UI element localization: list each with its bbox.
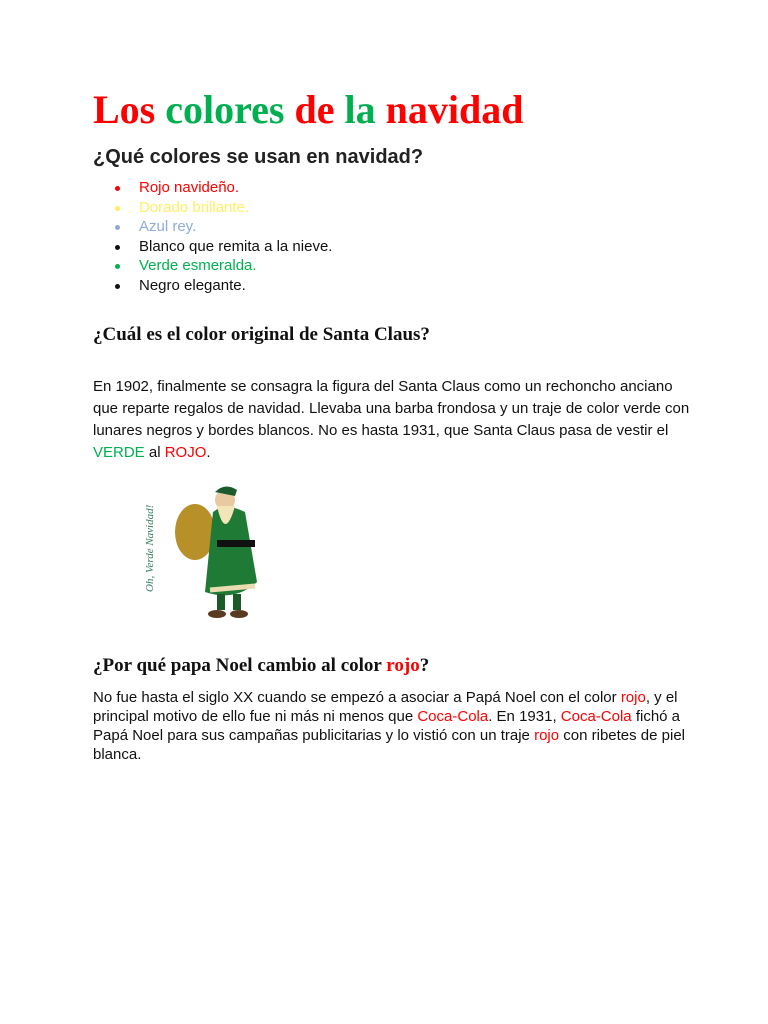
why-red-paragraph: No fue hasta el siglo XX cuando se empezó a asociar a Papá Noel con el color rojo, y el principal motivo de ello fue ni más ni menos que Coca-Cola. En 1931, Coca-Cola fichó a Papá Noel para sus campañas publicitarias y lo vistió con un traje rojo con ribetes de piel blanca. — [93, 689, 686, 763]
color-list-item — [93, 217, 332, 237]
bullet-icon — [115, 225, 120, 230]
color-list-item-label: Negro elegante. — [139, 276, 246, 294]
color-list-item — [93, 256, 332, 276]
why-red-heading: ¿Por qué papa Noel cambio al color rojo? — [93, 655, 430, 676]
title-word: de — [294, 87, 335, 132]
original-color-heading: ¿Cuál es el color original de Santa Claus? — [93, 324, 430, 345]
colors-heading: ¿Qué colores se usan en navidad? — [93, 146, 424, 168]
colors-list — [93, 178, 332, 295]
color-list-item — [93, 198, 332, 218]
bullet-icon — [115, 245, 120, 250]
bullet-icon — [115, 284, 120, 289]
bullet-icon — [115, 206, 120, 211]
color-list-item — [93, 276, 332, 296]
bullet-icon — [115, 264, 120, 269]
green-santa-image — [125, 482, 270, 628]
color-list-item-label: Rojo navideño. — [139, 179, 240, 196]
page-title — [93, 86, 523, 134]
title-word: colores — [165, 87, 285, 132]
color-list-item-label: Blanco que remita a la nieve. — [139, 237, 333, 255]
color-list-item — [93, 178, 332, 198]
color-list-item-label: Verde esmeralda. — [139, 257, 257, 274]
title-word: la — [344, 87, 376, 132]
title-word: Los — [93, 87, 156, 132]
original-color-paragraph: En 1902, finalmente se consagra la figura del Santa Claus como un rechoncho anciano que reparte regalos de navidad. Llevaba una barba frondosa y un traje de color verde con lunares negros y bordes blancos. No es hasta 1931, que Santa Claus pasa de vestir el VERDE al ROJO. — [93, 378, 690, 461]
color-list-item — [93, 237, 332, 257]
title-word: navidad — [385, 87, 524, 132]
image-caption: Oh, Verde Navidad! — [144, 504, 156, 592]
color-list-item-label: Dorado brillante. — [139, 198, 250, 216]
color-list-item-label: Azul rey. — [139, 218, 197, 235]
bullet-icon — [115, 186, 120, 191]
